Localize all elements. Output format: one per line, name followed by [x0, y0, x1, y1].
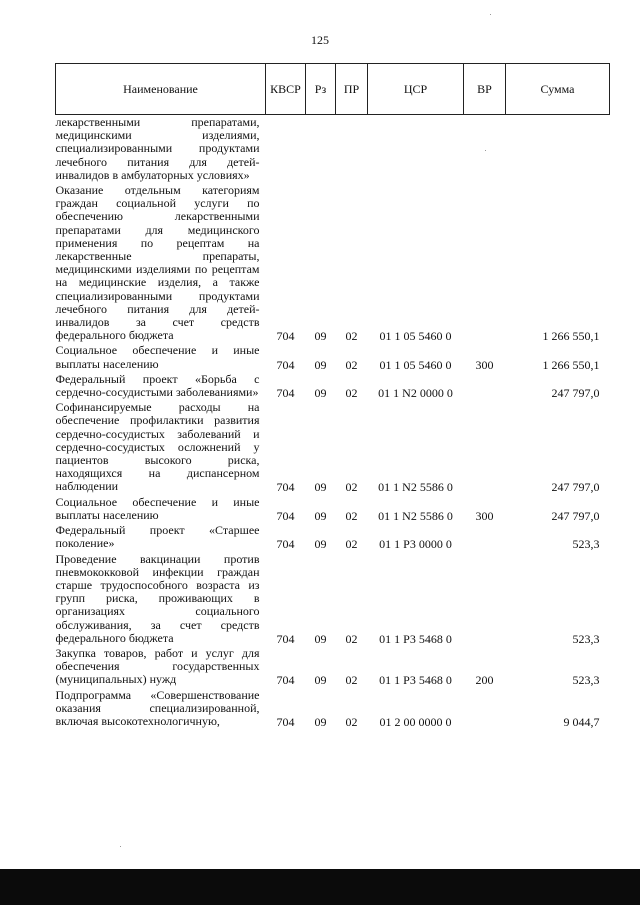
table-header-row: [56, 64, 610, 115]
header-vr: ВР: [464, 64, 506, 115]
table-row: [56, 115, 610, 184]
row-rz: 09: [314, 329, 327, 344]
row-pr: 02: [345, 329, 358, 344]
row-sum: 247 797,0: [551, 480, 600, 495]
row-kvsr: 704: [276, 508, 295, 523]
row-pr: 02: [345, 357, 358, 372]
header-csr: ЦСР: [368, 64, 464, 115]
row-kvsr: 704: [276, 480, 295, 495]
row-csr: 01 1 P3 5468 0: [379, 631, 452, 646]
row-csr: [368, 115, 464, 184]
row-rz: [306, 115, 336, 184]
header-pr: ПР: [336, 64, 368, 115]
row-kvsr: 704: [276, 673, 295, 688]
row-kvsr: 704: [276, 329, 295, 344]
page-number: 125: [311, 33, 329, 47]
row-vr: 300: [475, 508, 494, 523]
table-row: [56, 400, 610, 494]
row-vr: [464, 115, 506, 184]
row-vr: [464, 183, 506, 343]
budget-table: [55, 63, 610, 729]
row-rz: 09: [314, 508, 327, 523]
row-sum: 247 797,0: [551, 386, 600, 401]
row-rz: 09: [314, 673, 327, 688]
row-name: Подпрограмма «Совершенствование оказания специализированной, включая высокотехнологичную,: [55, 687, 260, 728]
header-sum: Сумма: [506, 64, 610, 115]
row-sum: 1 266 550,1: [542, 329, 600, 344]
budget-table-container: [55, 63, 609, 729]
row-csr: 01 1 P3 5468 0: [379, 673, 452, 688]
table-body: [56, 115, 610, 730]
row-sum: 9 044,7: [563, 714, 600, 729]
row-pr: 02: [345, 714, 358, 729]
row-kvsr: 704: [276, 386, 295, 401]
row-pr: 02: [345, 480, 358, 495]
row-name: Софинансируемые расходы на обеспечение профилактики развития сердечно-сосудистых заболеваний и сердечно-сосудистых осложнений у пациентов высокого риска, находящихся на диспансерном наблюдении: [55, 400, 260, 494]
row-csr: 01 1 P3 0000 0: [379, 537, 452, 552]
row-pr: 02: [345, 673, 358, 688]
row-rz: 09: [314, 386, 327, 401]
row-sum: 523,3: [572, 631, 600, 646]
row-csr: 01 1 N2 5586 0: [378, 508, 453, 523]
table-row: [56, 372, 610, 400]
table-row: [56, 646, 610, 688]
row-kvsr: 704: [276, 357, 295, 372]
row-vr: [464, 552, 506, 646]
row-pr: 02: [345, 508, 358, 523]
row-rz: 09: [314, 631, 327, 646]
row-kvsr: [266, 115, 306, 184]
scan-bottom-edge: [0, 869, 640, 905]
scan-speck: [490, 14, 491, 15]
row-name: Социальное обеспечение и иные выплаты населению: [55, 494, 260, 522]
row-csr: 01 1 N2 5586 0: [378, 480, 453, 495]
row-name: Социальное обеспечение и иные выплаты населению: [55, 343, 260, 371]
row-name: Закупка товаров, работ и услуг для обеспечения государственных (муниципальных) нужд: [55, 645, 260, 687]
row-sum: [506, 115, 610, 184]
row-name: Федеральный проект «Старшее поколение»: [55, 523, 260, 551]
header-name: Наименование: [56, 64, 266, 115]
row-vr: [464, 523, 506, 551]
table-row: [56, 688, 610, 730]
row-rz: 09: [314, 537, 327, 552]
table-row: [56, 183, 610, 343]
table-row: [56, 523, 610, 551]
scan-speck: [485, 150, 486, 151]
row-csr: 01 1 05 5460 0: [379, 329, 452, 344]
row-csr: 01 2 00 0000 0: [379, 714, 452, 729]
scan-speck: [120, 846, 121, 847]
row-pr: 02: [345, 537, 358, 552]
row-pr: 02: [345, 386, 358, 401]
row-sum: 523,3: [572, 537, 600, 552]
row-vr: [464, 400, 506, 494]
row-sum: 247 797,0: [551, 508, 600, 523]
row-rz: 09: [314, 714, 327, 729]
row-vr: 200: [475, 673, 494, 688]
row-vr: 300: [475, 357, 494, 372]
row-csr: 01 1 05 5460 0: [379, 357, 452, 372]
row-kvsr: 704: [276, 714, 295, 729]
row-sum: 1 266 550,1: [542, 357, 600, 372]
row-rz: 09: [314, 357, 327, 372]
row-kvsr: 704: [276, 631, 295, 646]
row-vr: [464, 372, 506, 400]
row-pr: [336, 115, 368, 184]
table-row: [56, 343, 610, 371]
row-name: лекарственными препаратами, медицинскими изделиями, специализированными продуктами лечебного питания для детей-инвалидов в амбулаторных условиях»: [55, 115, 260, 182]
row-sum: 523,3: [572, 673, 600, 688]
row-name: Федеральный проект «Борьба с сердечно-сосудистыми заболеваниями»: [55, 371, 260, 400]
row-name: Проведение вакцинации против пневмококковой инфекции граждан старше трудоспособного возраста из групп риска, проживающих в организациях социального обслуживания, за счет средств федерального бюджета: [55, 551, 260, 645]
table-row: [56, 552, 610, 646]
row-pr: 02: [345, 631, 358, 646]
row-vr: [464, 688, 506, 730]
table-row: [56, 495, 610, 523]
row-csr: 01 1 N2 0000 0: [378, 386, 453, 401]
row-kvsr: 704: [276, 537, 295, 552]
row-rz: 09: [314, 480, 327, 495]
header-rz: Рз: [306, 64, 336, 115]
row-name: Оказание отдельным категориям граждан социальной услуги по обеспечению лекарственными препаратами для медицинского применения по рецептам на лекарственные препараты, медицинскими изделиями по рецептам на медицинские изделия, а также специализированными продуктами лечебного питания для детей-инвалидов за счет средств федерального бюджета: [55, 183, 260, 343]
header-kvsr: КВСР: [266, 64, 306, 115]
